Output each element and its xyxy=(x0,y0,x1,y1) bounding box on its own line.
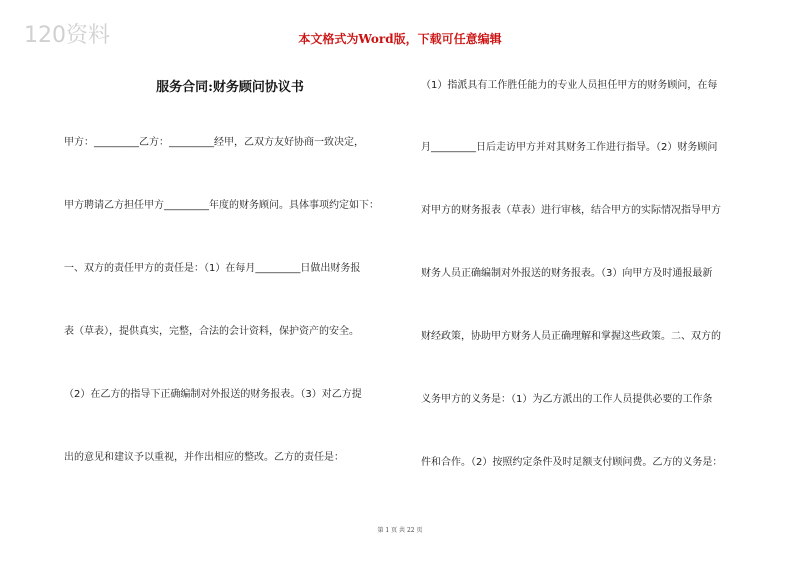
paragraph-line: 表（草表），提供真实，完整，合法的会计资料，保护资产的安全。 xyxy=(64,326,359,337)
page-number: 第 1 页 共 22 页 xyxy=(377,527,423,534)
paragraph-line: 财务人员正确编制对外报送的财务报表。（3）向甲方及时通报最新 xyxy=(421,268,713,279)
paragraph-line: 义务甲方的义务是：（1）为乙方派出的工作人员提供必要的工作条 xyxy=(421,394,713,405)
paragraph-line: （1）指派具有工作胜任能力的专业人员担任甲方的财务顾问，在每 xyxy=(421,80,718,91)
paragraph-line: 月_________日后走访甲方并对其财务工作进行指导。（2）财务顾问 xyxy=(421,142,718,153)
paragraph-line: 出的意见和建议予以重视，并作出相应的整改。乙方的责任是： xyxy=(64,452,344,463)
paragraph-line: 财经政策，协助甲方财务人员正确理解和掌握这些政策。二、双方的 xyxy=(421,331,721,342)
paragraph-line: 一、双方的责任甲方的责任是：（1）在每月_________日做出财务报 xyxy=(64,263,361,274)
paragraph-line: 件和合作。（2）按照约定条件及时足额支付顾问费。乙方的义务是： xyxy=(421,457,723,468)
paragraph-line: 甲方聘请乙方担任甲方_________年度的财务顾问。具体事项约定如下： xyxy=(64,200,379,211)
editable-banner: 本文格式为Word版，下载可任意编辑 xyxy=(298,32,502,46)
watermark-logo: 120资料 xyxy=(24,23,110,48)
paragraph-line: （2）在乙方的指导下正确编制对外报送的财务报表。（3）对乙方提 xyxy=(64,389,362,400)
paragraph-line: 甲方：_________乙方：_________经甲，乙双方友好协商一致决定， xyxy=(64,137,364,148)
paragraph-line: 对甲方的财务报表（草表）进行审核，结合甲方的实际情况指导甲方 xyxy=(421,205,721,216)
document-title: 服务合同:财务顾问协议书 xyxy=(156,80,304,95)
